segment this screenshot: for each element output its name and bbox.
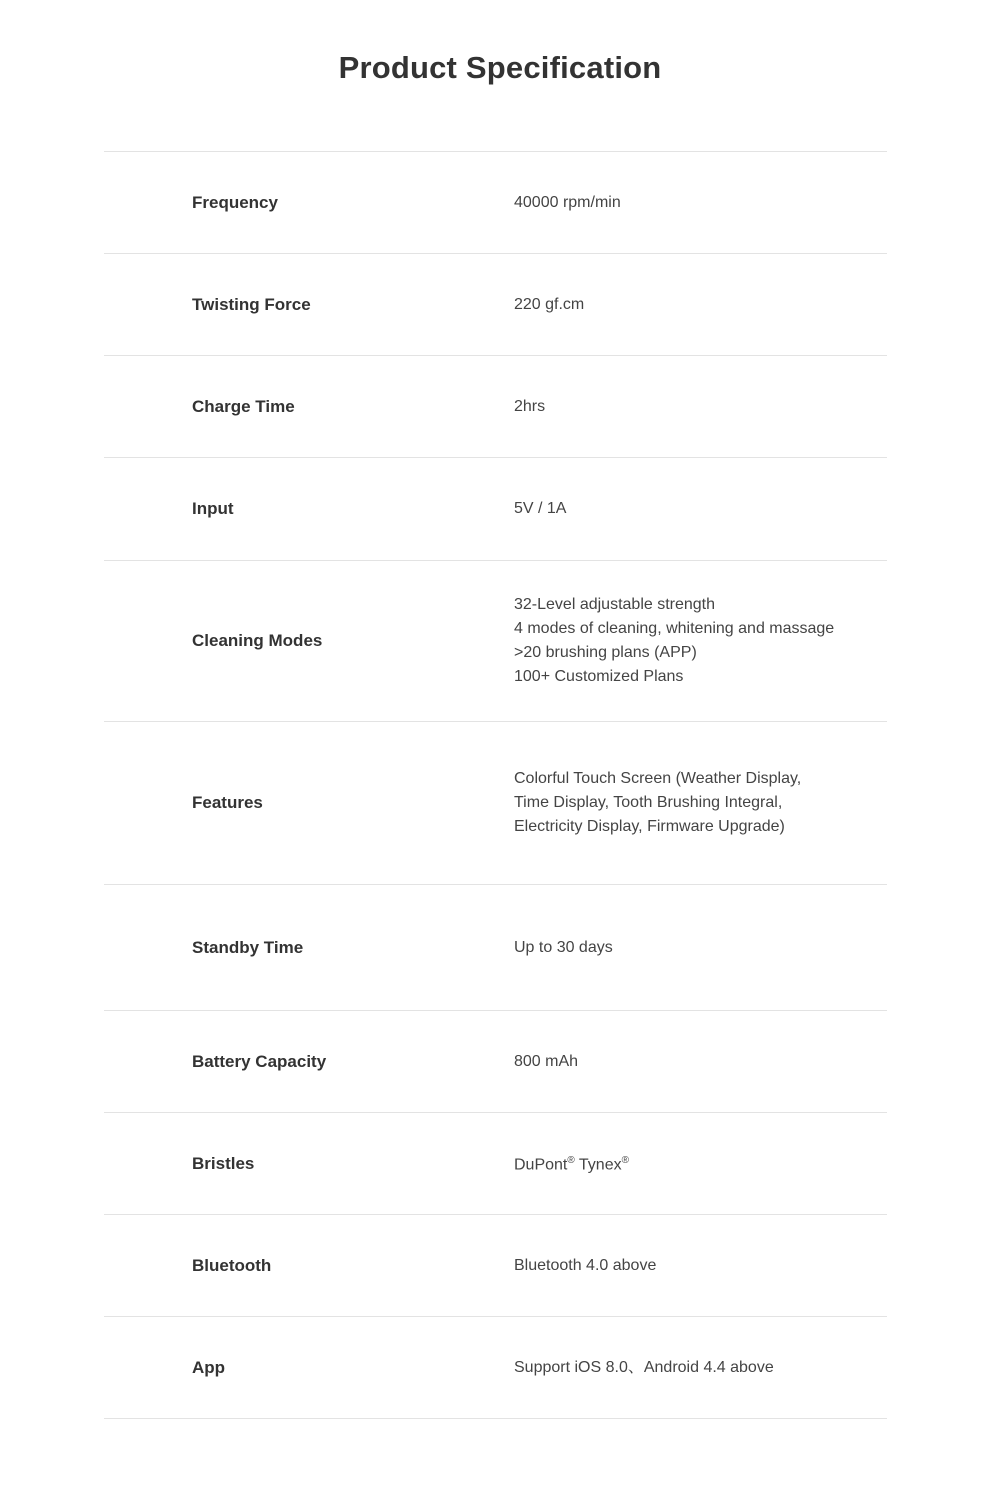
- spec-label: Input: [192, 499, 234, 518]
- spec-value-line: 800 mAh: [514, 1052, 579, 1070]
- spec-value-line: Up to 30 days: [514, 938, 613, 956]
- spec-value-line: Support iOS 8.0、Android 4.4 above: [514, 1358, 774, 1376]
- spec-value: [514, 191, 887, 215]
- spec-label: Twisting Force: [192, 294, 311, 314]
- spec-value: [514, 1050, 887, 1074]
- spec-value-line: Bluetooth 4.0 above: [514, 1256, 657, 1274]
- spec-row-bristles: [104, 1113, 887, 1215]
- spec-row-app: [104, 1317, 887, 1419]
- spec-label: Battery Capacity: [192, 1051, 327, 1071]
- spec-value: [514, 1149, 887, 1177]
- spec-value: [514, 767, 887, 839]
- spec-value-line: DuPont® Tynex®: [514, 1155, 629, 1174]
- spec-value-line: >20 brushing plans (APP): [514, 644, 697, 661]
- spec-value-line: Colorful Touch Screen (Weather Display,: [514, 770, 802, 787]
- spec-row-features: [104, 722, 887, 885]
- spec-label: Cleaning Modes: [192, 631, 323, 650]
- spec-row-cleaning-modes: [104, 561, 887, 722]
- spec-value-line: Time Display, Tooth Brushing Integral,: [514, 794, 783, 811]
- spec-value-line: 100+ Customized Plans: [514, 668, 684, 685]
- spec-row-standby-time: [104, 885, 887, 1011]
- spec-label: App: [192, 1357, 226, 1377]
- spec-value-line: 220 gf.cm: [514, 295, 585, 313]
- spec-value: [514, 497, 887, 521]
- spec-value: [514, 1254, 887, 1278]
- spec-label: Features: [192, 793, 263, 812]
- spec-value: [514, 1356, 887, 1380]
- spec-table: [104, 151, 887, 1419]
- spec-row-input: [104, 458, 887, 561]
- spec-value: [514, 293, 887, 317]
- spec-value-line: Electricity Display, Firmware Upgrade): [514, 818, 785, 835]
- spec-value: [514, 395, 887, 419]
- spec-value-line: 4 modes of cleaning, whitening and massage: [514, 620, 835, 637]
- spec-label: Standby Time: [192, 937, 304, 957]
- spec-row-frequency: [104, 152, 887, 254]
- spec-label: Charge Time: [192, 396, 295, 416]
- spec-value-line: 40000 rpm/min: [514, 193, 621, 211]
- spec-row-twisting-force: [104, 254, 887, 356]
- spec-label: Bristles: [192, 1153, 255, 1173]
- spec-value-line: 5V / 1A: [514, 500, 567, 517]
- page-title: Product Specification: [338, 50, 662, 85]
- spec-value: [514, 936, 887, 960]
- spec-row-battery-capacity: [104, 1011, 887, 1113]
- spec-value: [514, 593, 887, 689]
- spec-label: Bluetooth: [192, 1255, 272, 1275]
- spec-value-line: 2hrs: [514, 397, 546, 415]
- spec-label: Frequency: [192, 192, 278, 212]
- spec-row-charge-time: [104, 356, 887, 458]
- spec-row-bluetooth: [104, 1215, 887, 1317]
- spec-value-line: 32-Level adjustable strength: [514, 596, 716, 613]
